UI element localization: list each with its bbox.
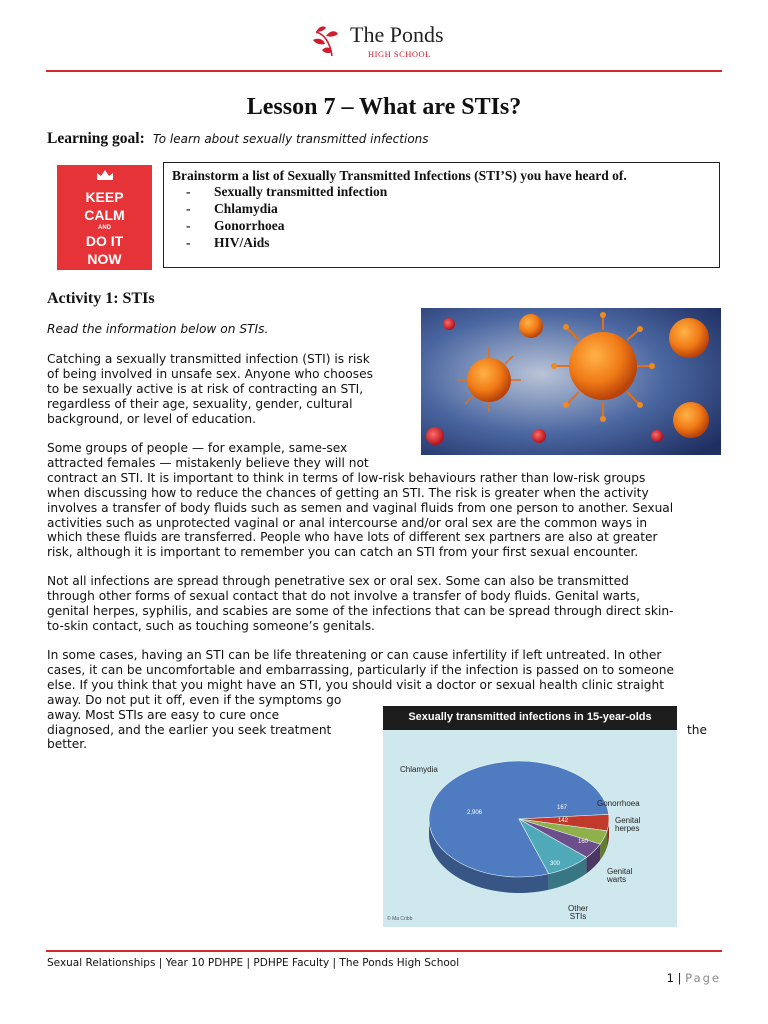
list-item: - Gonorrhoea [186, 218, 285, 233]
brainstorm-prompt: Brainstorm a list of Sexually Transmitted Infections (STI’S) you have heard of. [172, 168, 627, 183]
activity-heading: Activity 1: STIs [47, 290, 155, 307]
keep-calm-line: KEEP [85, 189, 124, 205]
pie-value-label: 167 [557, 805, 568, 811]
activity-intro: Read the information below on STIs. [47, 322, 269, 336]
list-item: - Chlamydia [186, 201, 278, 216]
flower-icon [310, 22, 350, 66]
pie-value-label: 142 [558, 818, 569, 824]
keep-calm-line: DO IT [85, 233, 124, 249]
brainstorm-box [163, 162, 720, 268]
paragraph: Some groups of people — for example, same-sex attracted females — mistakenly believe they will not contract an STI. It is important to think in terms of low-risk behaviours rather than low-risk groups when discussing how to reduce the chances of getting an STI. The risk is greater when the activity involves a transfer of body fluids such as semen and vaginal fluids from one person to another. Sexual activities such as unprotected vaginal or anal intercourse and/or oral sex are the common ways in which these fluids are transferred. People who have lots of different sex partners are also at greater risk, although it is important to remember you can catch an STI from your first sexual encounter. [47, 441, 674, 560]
keep-calm-line: AND [98, 225, 111, 231]
crown-icon [96, 169, 114, 181]
page-number [667, 971, 721, 985]
pie-value-label: 160 [578, 839, 589, 845]
list-item: - Sexually transmitted infection [186, 184, 388, 199]
learning-goal-label: Learning goal: [47, 130, 145, 147]
school-logo [310, 22, 470, 66]
paragraph: In some cases, having an STI can be life threatening or can cause infertility if left untreated. In other cases, it can be uncomfortable and embarrassing, particularly if the infection is passed on to someone else. If you think that you might have an STI, you should visit a doctor or sexual health clinic straight away. Do not put it off, even if the symptoms go away. Most STIs are easy to cure once diagnosed, and the earlier you seek treatment better. [47, 648, 674, 752]
school-name: The Ponds [350, 22, 444, 47]
page-title: Lesson 7 – What are STIs? [246, 94, 522, 120]
brainstorm-list [186, 184, 387, 252]
header-rule [46, 70, 722, 72]
page-separator: | [677, 971, 682, 985]
keep-calm-line: NOW [87, 251, 122, 267]
page-number-value: 1 [666, 971, 674, 985]
page-label: Page [685, 971, 721, 985]
virus-illustration [421, 308, 721, 455]
pie-value-label: 300 [550, 861, 561, 867]
learning-goal [47, 130, 429, 148]
keep-calm-line: CALM [84, 207, 125, 223]
learning-goal-text: To learn about sexually transmitted infections [152, 132, 429, 146]
paragraph: Catching a sexually transmitted infection (STI) is risk of being involved in unsafe sex. Anyone who chooses to be sexually active is at risk of contracting an STI, regardless of their age, sexuality, gender, cultural background, or level of education. [47, 352, 373, 426]
pie-value-label: 2,906 [467, 810, 483, 816]
footer-text: Sexual Relationships | Year 10 PDHPE | PDHPE Faculty | The Ponds High School [47, 957, 460, 969]
list-item: - HIV/Aids [186, 235, 270, 250]
paragraph: Not all infections are spread through penetrative sex or oral sex. Some can also be transmitted through other forms of sexual contact that do not involve a transfer of body fluids. Genital warts, genital herpes, syphilis, and scabies are some of the infections that can be spread through direct skin- to-skin contact, such as touching someone’s genitals. [47, 574, 674, 633]
pie-label-chlamydia: Chlamydia [400, 765, 438, 774]
footer-rule [46, 950, 722, 952]
sti-pie-chart [383, 706, 677, 927]
paragraph-tail-word: the [687, 723, 708, 737]
chart-title: Sexually transmitted infections in 15-year-olds [408, 711, 652, 723]
pie-label-genital-herpes: Genital herpes [615, 816, 641, 834]
school-subtitle: HIGH SCHOOL [368, 49, 431, 59]
pie-label-other-stis: Other STIs [568, 904, 589, 922]
image-credit: © Ma Cribb [387, 916, 413, 922]
keep-calm-poster [57, 165, 152, 270]
pie-label-genital-warts: Genital warts [607, 867, 633, 885]
pie-label-gonorrhoea: Gonorrhoea [597, 799, 640, 808]
